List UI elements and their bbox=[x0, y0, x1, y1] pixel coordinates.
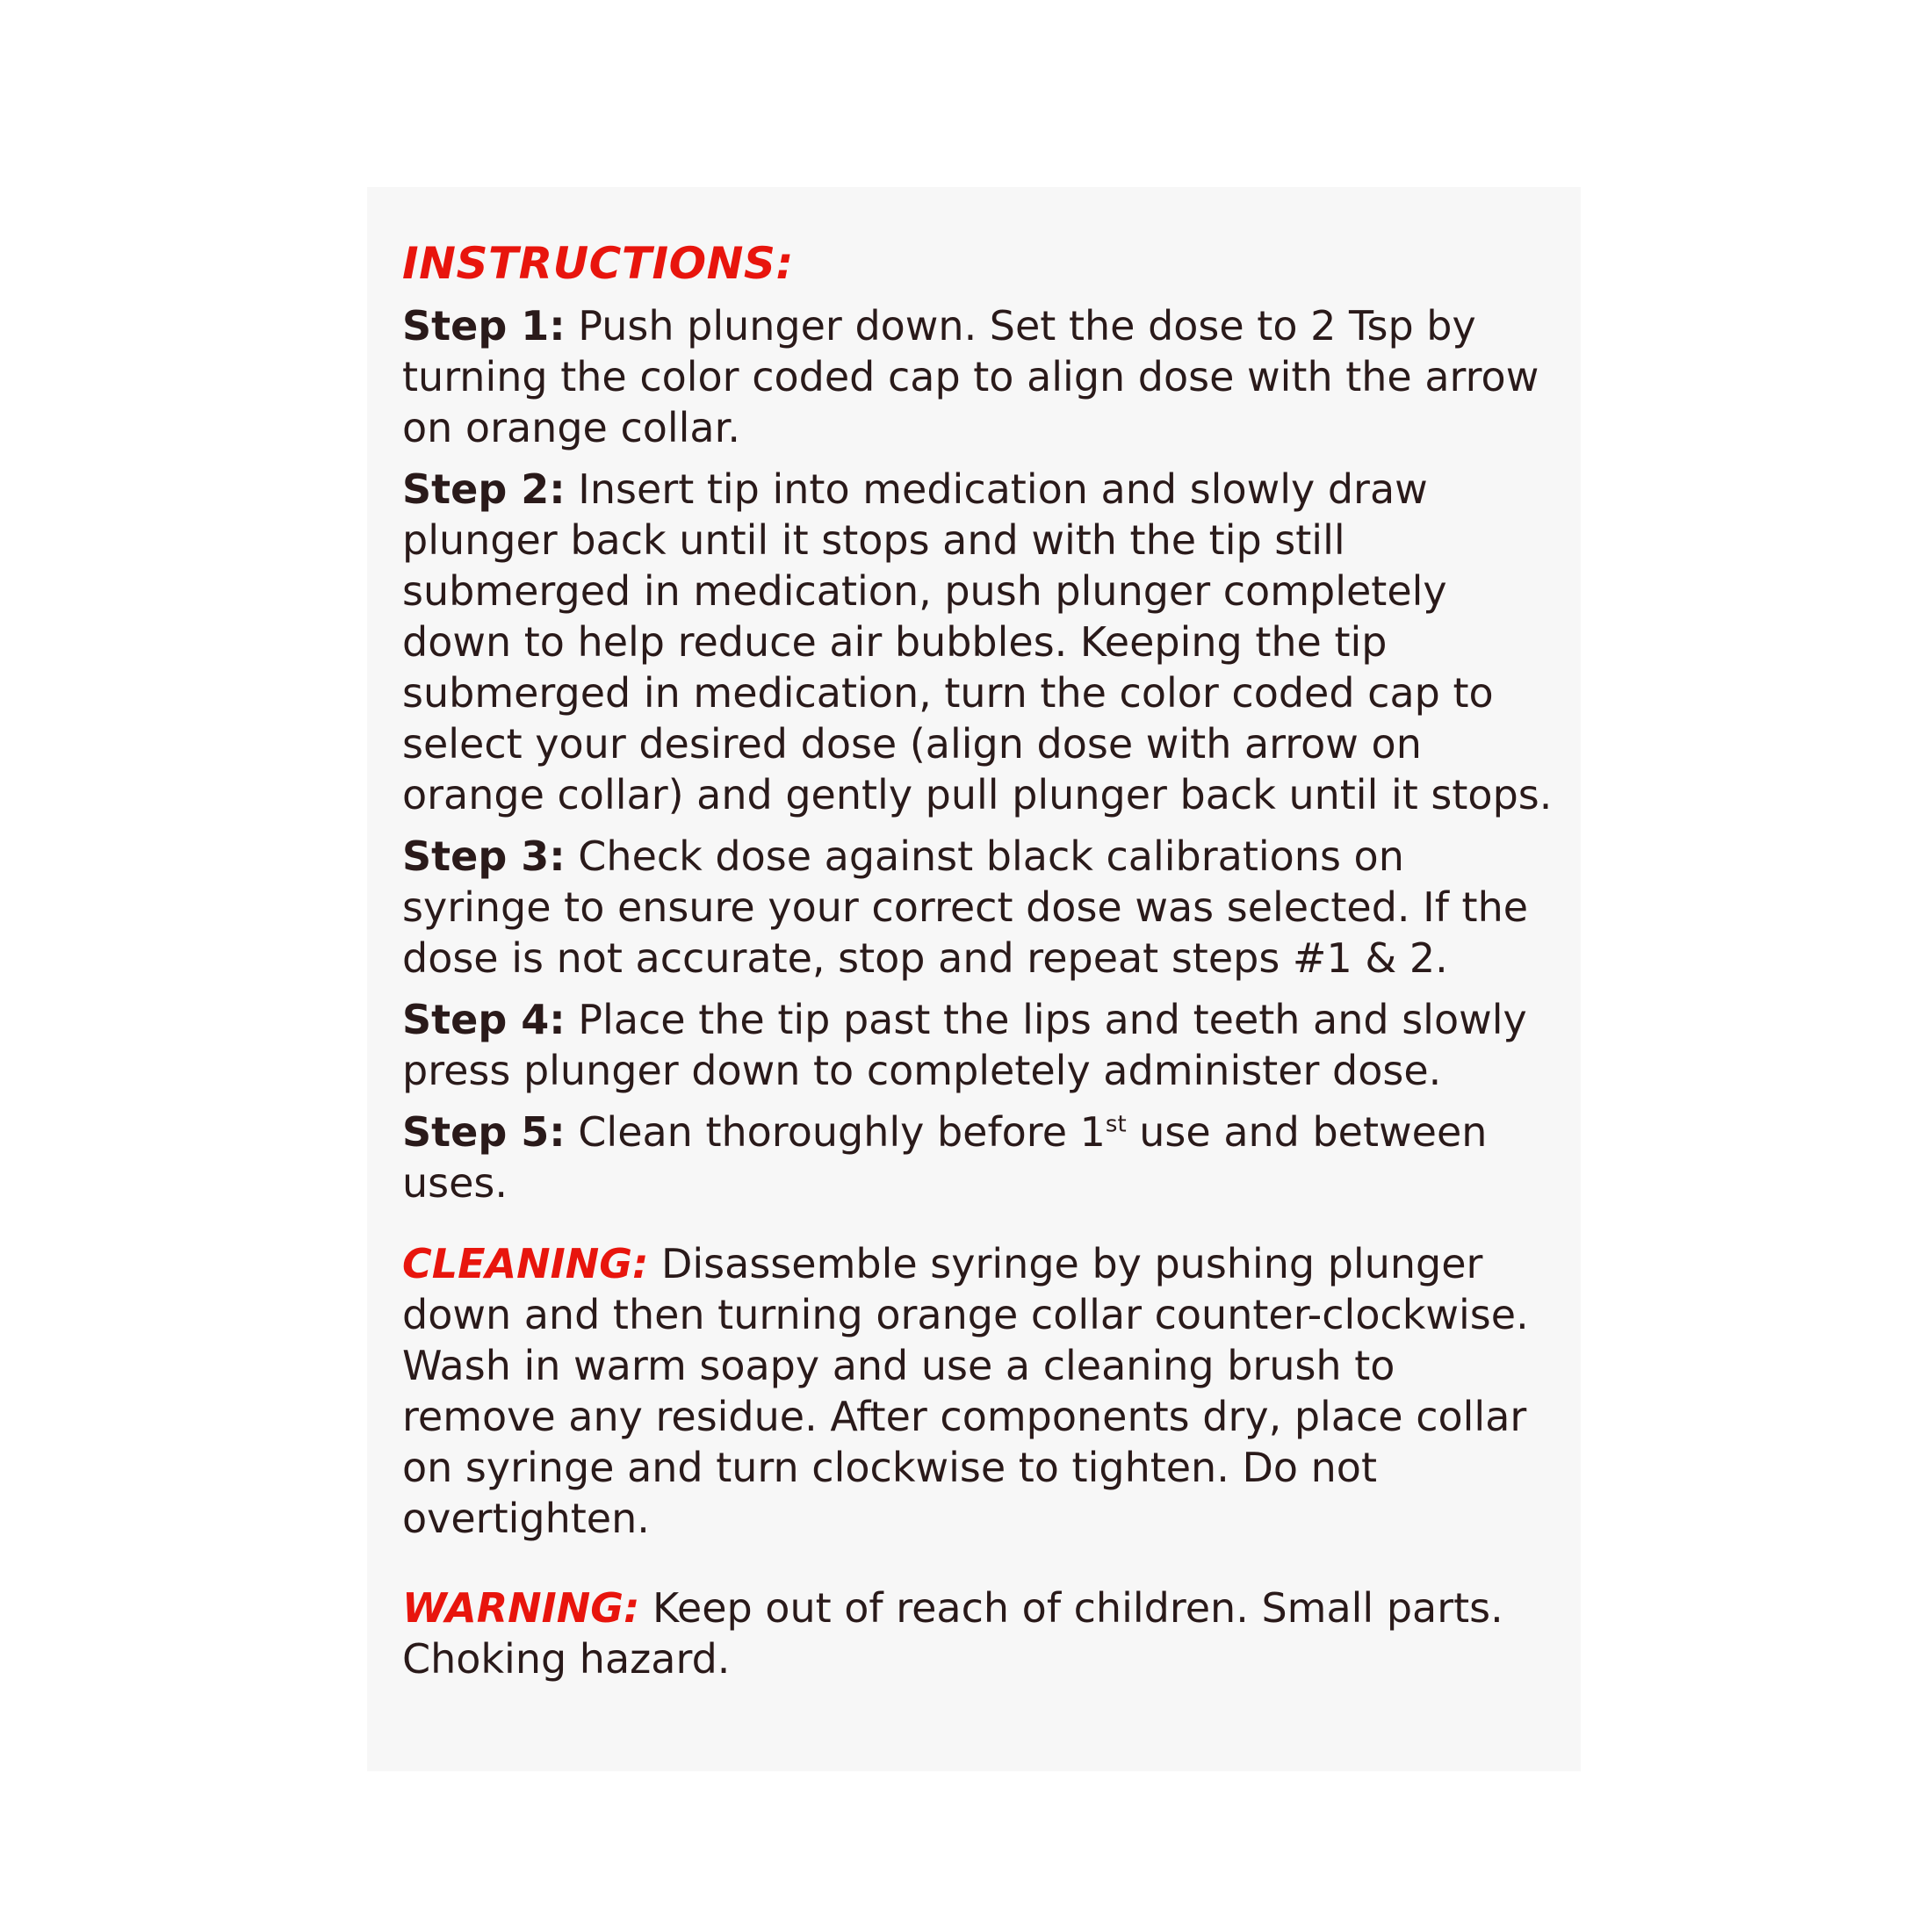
step-3-label: Step 3: bbox=[402, 833, 566, 880]
step-5-superscript: st bbox=[1105, 1111, 1127, 1138]
step-2 bbox=[402, 464, 1553, 820]
step-1 bbox=[402, 300, 1553, 453]
warning-label: WARNING: bbox=[402, 1584, 640, 1632]
cleaning-label: CLEANING: bbox=[402, 1240, 649, 1287]
instruction-card bbox=[367, 187, 1581, 1771]
step-1-label: Step 1: bbox=[402, 302, 566, 350]
cleaning-text: Disassemble syringe by pushing plunger down and then turning orange collar counter-clockwise. Wash in warm soapy and use a cleaning brush to remove any residue. After components dry, place collar on syringe and turn clockwise to tighten. Do not overtighten. bbox=[402, 1240, 1529, 1542]
step-1-text: Push plunger down. Set the dose to 2 Tsp by turning the color coded cap to align dose with the arrow on orange collar. bbox=[402, 302, 1539, 451]
warning-text: Keep out of reach of children. Small parts. Choking hazard. bbox=[402, 1584, 1503, 1683]
step-5-text-after: use and between uses. bbox=[402, 1108, 1488, 1207]
instruction-content bbox=[402, 240, 1553, 1684]
step-5-label: Step 5: bbox=[402, 1108, 566, 1156]
step-4-label: Step 4: bbox=[402, 996, 566, 1043]
warning-section bbox=[402, 1582, 1553, 1684]
cleaning-section bbox=[402, 1238, 1553, 1544]
step-5 bbox=[402, 1107, 1553, 1208]
step-2-text: Insert tip into medication and slowly draw plunger back until it stops and with the tip still submerged in medication, push plunger completely down to help reduce air bubbles. Keeping the tip submerged in medication, turn the color coded cap to select your desired dose (align dose with arrow on orange collar) and gently pull plunger back until it stops. bbox=[402, 465, 1553, 818]
step-3-text: Check dose against black calibrations on syringe to ensure your correct dose was selected. If the dose is not accurate, stop and repeat steps #1 & 2. bbox=[402, 833, 1529, 982]
step-5-text-before: Clean thoroughly before 1 bbox=[565, 1108, 1106, 1156]
step-3 bbox=[402, 831, 1553, 984]
step-4 bbox=[402, 994, 1553, 1096]
step-2-label: Step 2: bbox=[402, 465, 566, 513]
instructions-heading: INSTRUCTIONS: bbox=[402, 238, 794, 289]
step-4-text: Place the tip past the lips and teeth and slowly press plunger down to completely administer dose. bbox=[402, 996, 1527, 1094]
